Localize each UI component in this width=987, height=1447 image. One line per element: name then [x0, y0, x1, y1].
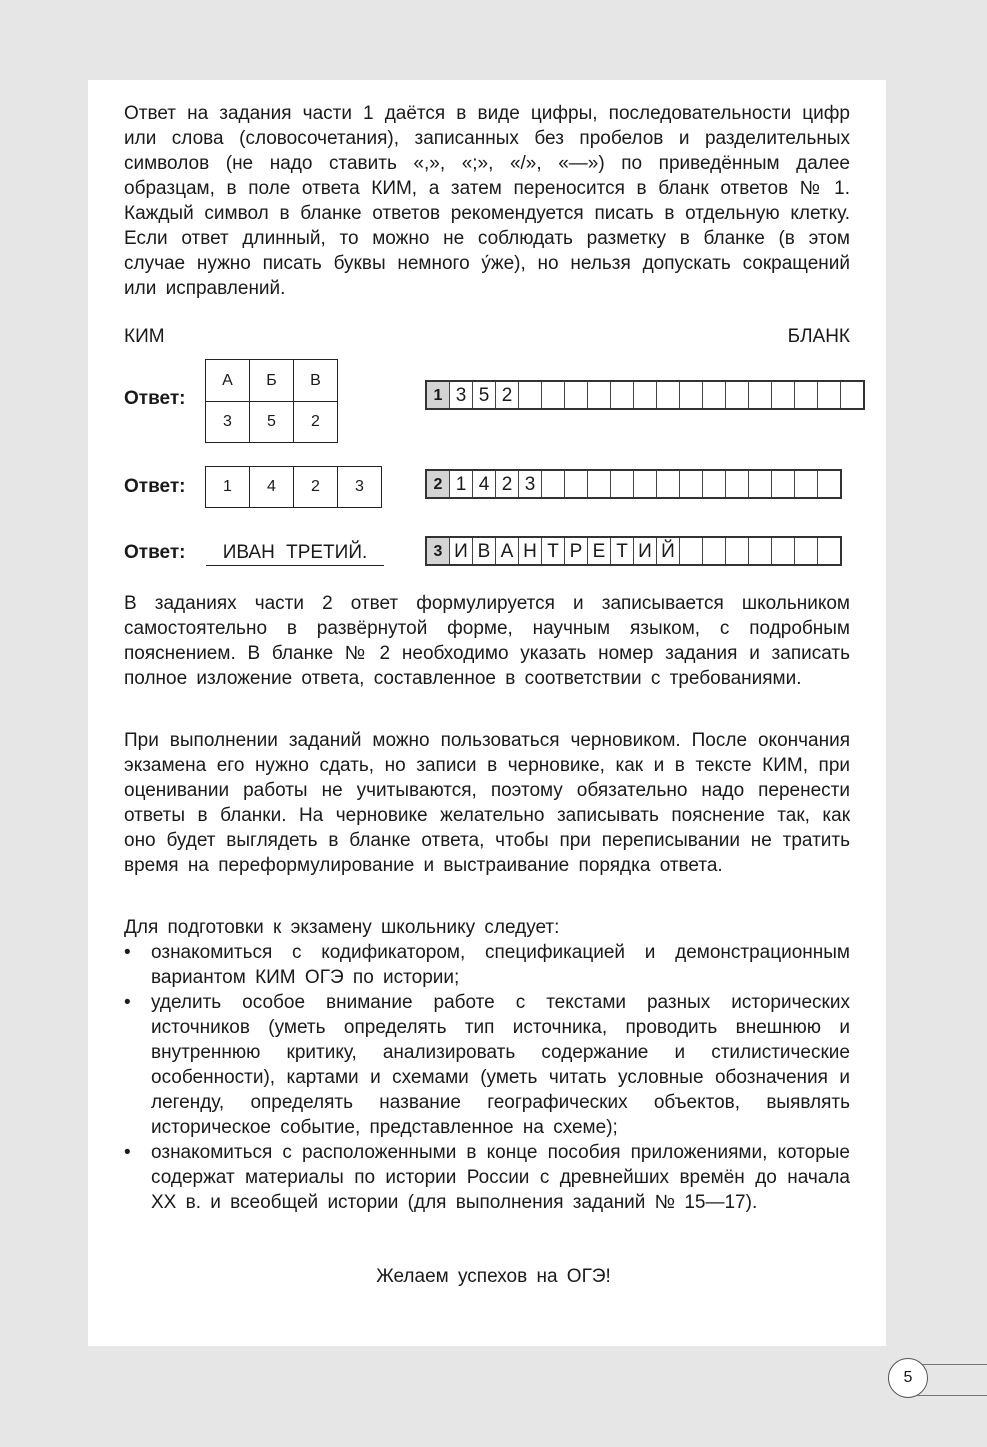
- blank-cell: [818, 538, 840, 564]
- blank-cell: 2: [496, 471, 519, 497]
- blank-cell: [519, 382, 542, 408]
- blank-cell: [680, 382, 703, 408]
- kim-value-cell: 4: [250, 467, 294, 508]
- blank-cell: [841, 382, 863, 408]
- blank-cell: [611, 471, 634, 497]
- blank-cell: И: [450, 538, 473, 564]
- blank-task-number: 2: [427, 471, 450, 497]
- answer-label-3: Ответ:: [124, 542, 186, 563]
- blank-cell: Е: [588, 538, 611, 564]
- kim-header-cell: В: [294, 360, 338, 402]
- blank-cell: [749, 538, 772, 564]
- blank-cell: Т: [542, 538, 565, 564]
- blank-cell: Н: [519, 538, 542, 564]
- blank-cell: [726, 538, 749, 564]
- blank-cell: [749, 471, 772, 497]
- blank-cell: [634, 382, 657, 408]
- blank-cell: [772, 538, 795, 564]
- blank-cell: [818, 382, 841, 408]
- list-item: • ознакомиться с кодификатором, спецификацией и демонстрационным вариантом КИМ ОГЭ по истории;: [124, 940, 850, 990]
- kim-value-cell: 5: [250, 402, 294, 443]
- blank-cell: [657, 471, 680, 497]
- blank-cell: [542, 382, 565, 408]
- blank-cell: И: [634, 538, 657, 564]
- preparation-section: [124, 915, 850, 1215]
- closing-wish: Желаем успехов на ОГЭ!: [376, 1266, 611, 1287]
- kim-value-cell: 2: [294, 402, 338, 443]
- kim-header-cell: А: [206, 360, 250, 402]
- blank-cell: [772, 471, 795, 497]
- blank-cell: 3: [450, 382, 473, 408]
- blank-cell: [680, 538, 703, 564]
- blank-cell: 2: [496, 382, 519, 408]
- blank-cell: [749, 382, 772, 408]
- blank-cell: [680, 471, 703, 497]
- blank-cell: [634, 471, 657, 497]
- blank-cell: [703, 538, 726, 564]
- blank-cell: 5: [473, 382, 496, 408]
- blank-cell: 1: [450, 471, 473, 497]
- list-item: • ознакомиться с расположенными в конце пособия приложениями, которые содержат материалы по истории России с древнейших времён до начала XX в. и всеобщей истории (для выполнения заданий № 15—17).: [124, 1140, 850, 1215]
- draft-paragraph: При выполнении заданий можно пользоваться черновиком. После окончания экзамена его нужно сдать, но записи в черновике, как и в тексте КИМ, при оценивании работы не учитываются, поэтому обязательно надо перенести ответы в бланки. На черновике желательно записывать пояснение так, как оно будет выглядеть в бланке ответа, чтобы при переписывании не тратить время на переформулирование и выстраивание порядка ответа.: [124, 730, 850, 876]
- blank-cell: В: [473, 538, 496, 564]
- blank-cell: [795, 538, 818, 564]
- kim-value-cell: 1: [206, 467, 250, 508]
- preparation-lead: Для подготовки к экзамену школьнику следует:: [124, 917, 560, 938]
- blank-grid-2: [425, 469, 842, 499]
- blank-cell: [588, 382, 611, 408]
- blank-cell: [726, 471, 749, 497]
- blank-cell: [772, 382, 795, 408]
- blank-cell: [795, 471, 818, 497]
- answer-label-1: Ответ:: [124, 388, 186, 409]
- kim-text-answer: ИВАН ТРЕТИЙ.: [206, 541, 384, 566]
- blank-cell: [565, 471, 588, 497]
- blank-grid-1: [425, 380, 865, 410]
- blank-cell: [795, 382, 818, 408]
- blank-cell: 4: [473, 471, 496, 497]
- blank-cell: [542, 471, 565, 497]
- blank-cell: Й: [657, 538, 680, 564]
- blank-cell: [657, 382, 680, 408]
- answer-label-2: Ответ:: [124, 476, 186, 497]
- blank-cell: [611, 382, 634, 408]
- page-number: 5: [888, 1358, 928, 1398]
- blank-cell: [588, 471, 611, 497]
- blank-cell: Р: [565, 538, 588, 564]
- blank-cell: 3: [519, 471, 542, 497]
- blank-label: БЛАНК: [787, 326, 850, 347]
- blank-cell: [703, 471, 726, 497]
- kim-label: КИМ: [124, 326, 165, 347]
- kim-header-cell: Б: [250, 360, 294, 402]
- list-item: • уделить особое внимание работе с текстами разных исторических источников (уметь определять тип источника, проводить внешнюю и внутреннюю критику, анализировать содержание и стилистические особенности), картами и схемами (уметь читать условные обозначения и легенду, определять название географических объектов, выявлять историческое событие, представленное на схеме);: [124, 990, 850, 1140]
- intro-paragraph: Ответ на задания части 1 даётся в виде цифры, последовательности цифр или слова (словосочетания), записанных без пробелов и разделительных символов (не надо ставить «,», «;», «/», «—») по приведённым далее образцам, в поле ответа КИМ, а затем переносится в бланк ответов № 1. Каждый символ в бланке ответов рекомендуется писать в отдельную клетку. Если ответ длинный, то можно не соблюдать разметку в бланке (в этом случае нужно писать буквы немного у́же), но нельзя допускать сокращений или исправлений.: [124, 103, 850, 299]
- part2-paragraph: В заданиях части 2 ответ формулируется и записывается школьником самостоятельно в развёрнутой форме, научным языком, с подробным пояснением. В бланке № 2 необходимо указать номер задания и записать полное изложение ответа, составленное в соответствии с требованиями.: [124, 593, 850, 689]
- blank-cell: [703, 382, 726, 408]
- blank-task-number: 3: [427, 538, 450, 564]
- blank-cell: [726, 382, 749, 408]
- kim-value-cell: 3: [206, 402, 250, 443]
- blank-cell: А: [496, 538, 519, 564]
- blank-task-number: 1: [427, 382, 450, 408]
- kim-answer-table-2: [205, 466, 382, 508]
- blank-grid-3: [425, 536, 842, 566]
- blank-cell: [818, 471, 840, 497]
- kim-value-cell: 3: [338, 467, 382, 508]
- blank-cell: [565, 382, 588, 408]
- blank-cell: Т: [611, 538, 634, 564]
- kim-answer-table-1: [205, 359, 338, 443]
- kim-value-cell: 2: [294, 467, 338, 508]
- preparation-list: [124, 940, 850, 1215]
